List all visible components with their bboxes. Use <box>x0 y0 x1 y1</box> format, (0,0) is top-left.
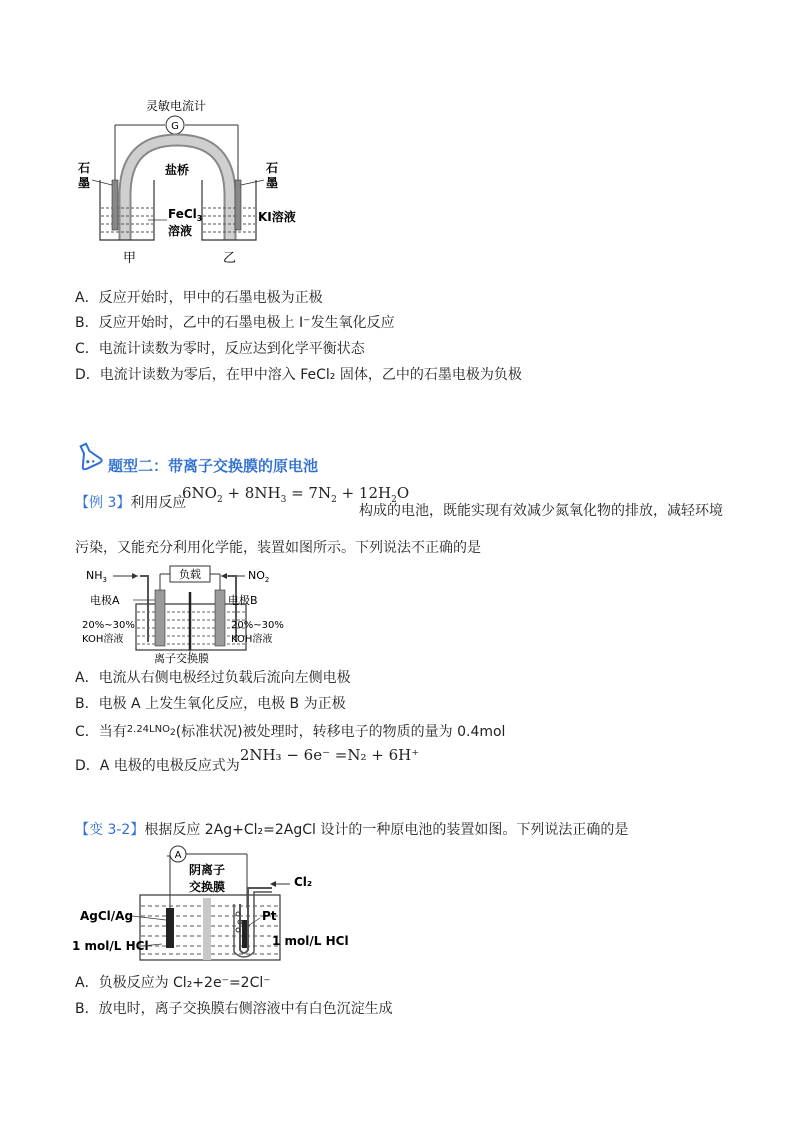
electrode-b-label: 电极B <box>228 594 258 607</box>
galvanometer-symbol: G <box>171 121 179 132</box>
membrane-label: 离子交换膜 <box>154 652 209 665</box>
graphite-electrode-right <box>235 180 241 230</box>
beaker-jia-label: 甲 <box>123 251 137 266</box>
membrane-label-1: 阴离子 <box>188 863 226 877</box>
ex3-post: 构成的电池，既能实现有效减少氮氧化物的排放，减轻环境 <box>359 503 723 519</box>
q1-option-b[interactable]: B．反应开始时，乙中的石墨电极上 I⁻发生氧化反应 <box>75 315 395 331</box>
q1-option-a[interactable]: A．反应开始时，甲中的石墨电极为正极 <box>75 290 323 306</box>
var32-option-b[interactable]: B．放电时，离子交换膜右侧溶液中有白色沉淀生成 <box>75 1001 393 1017</box>
koh-left: KOH溶液 <box>82 634 124 645</box>
var32-line <box>75 819 628 839</box>
ex3-line1 <box>75 492 186 512</box>
figure-agcl-cell <box>72 840 362 970</box>
ki-solution-label: KI溶液 <box>258 210 296 224</box>
membrane-label-2: 交换膜 <box>188 880 226 894</box>
q1-option-c[interactable]: C．电流计读数为零时，反应达到化学平衡状态 <box>75 341 365 357</box>
fecl3-label: FeCl$_3$ <box>168 207 203 223</box>
anion-exchange-membrane <box>203 898 211 960</box>
graphite-left-2: 墨 <box>78 176 91 190</box>
agcl-ag-electrode <box>166 908 174 948</box>
figure-ion-exchange-cell <box>78 562 298 667</box>
graphite-electrode-left <box>112 180 118 230</box>
section-title: 题型二：带离子交换膜的原电池 <box>108 457 319 475</box>
electrode-a <box>155 590 165 646</box>
salt-bridge-label: 盐桥 <box>164 163 190 177</box>
var32-tag: 【变 3-2】 <box>75 822 145 838</box>
nh3-label: $NH_3$ <box>86 569 107 584</box>
figure-salt-bridge-cell <box>70 90 330 275</box>
koh-pct-left: 20%~30% <box>82 620 135 631</box>
ex3-option-d[interactable]: D．A 电极的电极反应式为2NH₃ − 6e⁻ =N₂ + 6H⁺ <box>75 746 420 774</box>
ex3-tag: 【例 3】 <box>75 495 131 511</box>
agcl-label: AgCl/Ag <box>80 909 134 923</box>
graphite-right-1: 石 <box>266 161 279 175</box>
electrode-b <box>215 590 225 646</box>
koh-pct-right: 20%~30% <box>231 620 284 631</box>
load-label: 负载 <box>179 568 201 581</box>
beaker-yi-label: 乙 <box>223 251 237 266</box>
ex3-option-b[interactable]: B．电极 A 上发生氧化反应，电极 B 为正极 <box>75 696 346 712</box>
graphite-left-1: 石 <box>78 161 91 175</box>
ex3-option-c-small: 2.24LNO2 <box>126 724 176 738</box>
ex3-equation: $6NO_2 + 8NH_3 = 7N_2 + 12H_2O$ <box>182 484 410 505</box>
galvanometer-label: 灵敏电流计 <box>145 99 207 113</box>
ex3-option-a[interactable]: A．电流从右侧电极经过负载后流向左侧电极 <box>75 670 351 686</box>
graphite-right-2: 墨 <box>266 176 279 190</box>
var32-text: 根据反应 2Ag+Cl₂=2AgCl 设计的一种原电池的装置如图。下列说法正确的是 <box>144 822 629 838</box>
hcl-right-label: 1 mol/L HCl <box>272 934 349 948</box>
pt-label: Pt <box>262 909 277 923</box>
koh-right: KOH溶液 <box>231 634 273 645</box>
pt-electrode <box>242 920 247 948</box>
ex3-option-d-equation: 2NH₃ − 6e⁻ =N₂ + 6H⁺ <box>239 746 420 764</box>
cl2-label: Cl₂ <box>294 875 313 889</box>
no2-label: $NO_2$ <box>248 569 270 584</box>
ex3-option-c[interactable]: C．当有$^{2.24LNO_2}$(标准状况)被处理时，转移电子的物质的量为 0.4mol <box>75 724 506 740</box>
ex3-line2: 污染，又能充分利用化学能，装置如图所示。下列说法不正确的是 <box>75 540 481 556</box>
flask-icon <box>72 440 104 470</box>
fecl3-solution-label: 溶液 <box>168 224 193 238</box>
hcl-left-label: 1 mol/L HCl <box>72 939 149 953</box>
var32-option-a[interactable]: A．负极反应为 Cl₂+2e⁻=2Cl⁻ <box>75 975 271 991</box>
ammeter-symbol: A <box>174 850 182 861</box>
ex3-pre: 利用反应 <box>130 495 187 511</box>
q1-option-d[interactable]: D．电流计读数为零后，在甲中溶入 FeCl₂ 固体，乙中的石墨电极为负极 <box>75 367 522 383</box>
electrode-a-label: 电极A <box>90 594 120 607</box>
